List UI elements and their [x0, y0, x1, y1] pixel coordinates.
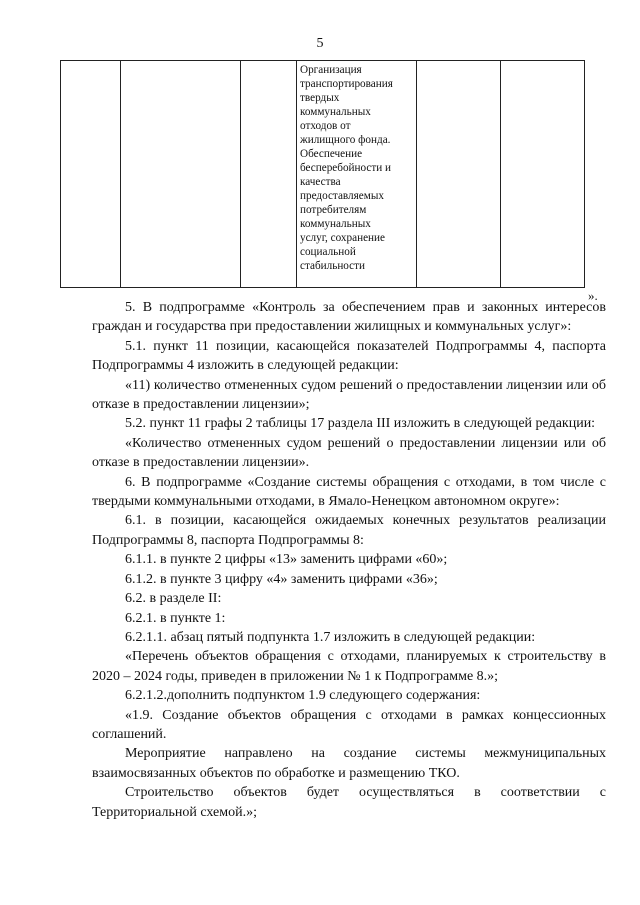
paragraph: «Перечень объектов обращения с отходами, планируемых к строительству в 2020 – 2024 годы, приведен в приложении № 1 к Подпрограмме 8.»; — [92, 649, 606, 684]
paragraph: 6.1.2. в пункте 3 цифру «4» заменить цифрами «36»; — [125, 571, 438, 587]
paragraph: «1.9. Создание объектов обращения с отходами в рамках концессионных соглашений. — [92, 707, 606, 742]
paragraph: 5.1. пункт 11 позиции, касающейся показателей Подпрограммы 4, паспорта Подпрограммы 4 изложить в следующей редакции: — [92, 338, 606, 374]
paragraph: 6.1. в позиции, касающейся ожидаемых конечных результатов реализации Подпрограммы 8, паспорта Подпрограммы 8: — [92, 513, 606, 548]
paragraph: Мероприятие направлено на создание системы межмуниципальных взаимосвязанных объектов по обработке и размещению ТКО. — [92, 746, 606, 781]
paragraph: 5.2. пункт 11 графы 2 таблицы 17 раздела III изложить в следующей редакции: — [125, 416, 596, 432]
paragraph: 6. В подпрограмме «Создание системы обращения с отходами, в том числе с твердыми коммунальными отходами, в Ямало-Ненецком автономном округе»: — [92, 474, 606, 510]
closing-quote: ». — [588, 288, 598, 303]
table-cell — [121, 61, 241, 288]
paragraph: Строительство объектов будет осуществляться в соответствии с Территориальной схемой.»; — [92, 785, 606, 820]
table-cell — [501, 61, 585, 288]
table-cell-text: Организация транспортирования твердых коммунальных отходов от жилищного фонда. Обеспечение бесперебойности и качества предоставляемых потребителям коммунальных услуг, сохранение социальной стабильности — [300, 64, 393, 272]
paragraph: 6.2.1. в пункте 1: — [125, 610, 226, 626]
paragraph: 6.2.1.2.дополнить подпунктом 1.9 следующего содержания: — [125, 688, 481, 704]
paragraph: «Количество отмененных судом решений о предоставлении лицензии или об отказе в предоставлении лицензии». — [92, 435, 606, 471]
paragraph: 6.2.1.1. абзац пятый подпункта 1.7 изложить в следующей редакции: — [125, 629, 536, 645]
paragraph: 6.2. в разделе II: — [125, 591, 222, 607]
paragraph: 6.1.1. в пункте 2 цифры «13» заменить цифрами «60»; — [125, 552, 448, 568]
table-fragment — [60, 60, 585, 288]
table-cell — [241, 61, 297, 288]
paragraph: 5. В подпрограмме «Контроль за обеспечением прав и законных интересов граждан и государства при предоставлении жилищных и коммунальных услуг»: — [92, 300, 606, 335]
table-cell — [417, 61, 501, 288]
page-number: 5 — [316, 36, 324, 51]
table-row — [61, 61, 585, 288]
document-body — [92, 298, 606, 822]
table-cell — [61, 61, 121, 288]
table-cell — [297, 61, 417, 288]
paragraph: «11) количество отмененных судом решений о предоставлении лицензии или об отказе в предоставлении лицензии»; — [92, 377, 606, 413]
